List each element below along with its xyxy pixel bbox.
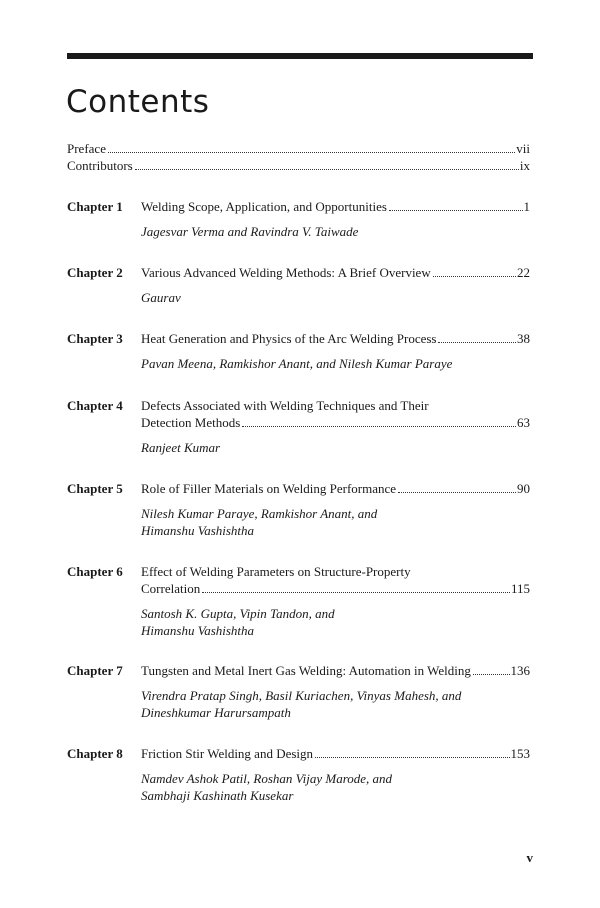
toc-page-number: 38 [517,331,530,346]
toc-chapter-1[interactable] [67,198,530,240]
chapter-authors: Jagesvar Verma and Ravindra V. Taiwade [141,224,359,239]
chapter-label: Chapter 2 [67,265,123,280]
dot-leader [438,342,516,343]
chapter-label: Chapter 7 [67,663,123,678]
chapter-title-line: Detection Methods [141,415,241,430]
toc-page-number: vii [516,141,530,156]
dot-leader [108,152,515,153]
dot-leader [135,169,519,170]
chapter-title: Tungsten and Metal Inert Gas Welding: Automation in Welding [141,663,471,678]
toc-chapter-6[interactable] [67,563,530,639]
chapter-title-line: Defects Associated with Welding Techniques and Their [141,398,429,413]
dot-leader [242,426,516,427]
toc-chapter-8[interactable] [67,745,530,804]
toc-page-number: 22 [517,265,530,280]
chapter-title: Friction Stir Welding and Design [141,746,314,761]
chapter-authors: Virendra Pratap Singh, Basil Kuriachen, Vinyas Mahesh, and Dineshkumar Harursampath [141,688,462,720]
page-folio: v [526,850,533,865]
chapter-authors: Namdev Ashok Patil, Roshan Vijay Marode, and Sambhaji Kashinath Kusekar [141,771,393,803]
chapter-title: Various Advanced Welding Methods: A Brief Overview [141,265,431,280]
chapter-label: Chapter 8 [67,746,123,761]
toc-page-number: ix [519,158,530,173]
chapter-title-line: Effect of Welding Parameters on Structure-Property [141,564,411,579]
toc-page-number: 115 [510,581,530,596]
chapter-label: Chapter 5 [67,481,123,496]
dot-leader [473,674,510,675]
toc-page-number: 90 [517,481,530,496]
top-rule [67,53,533,59]
toc-chapter-2[interactable] [67,264,530,306]
chapter-title-line: Correlation [141,581,201,596]
dot-leader [389,210,523,211]
chapter-label: Chapter 1 [67,199,123,214]
chapter-label: Chapter 3 [67,331,123,346]
toc-page-number: 136 [510,663,530,678]
chapter-authors: Pavan Meena, Ramkishor Anant, and Nilesh Kumar Paraye [141,356,453,371]
toc-front-matter-contributors[interactable] [67,158,530,174]
toc-page-number: 153 [510,746,530,761]
chapter-authors: Santosh K. Gupta, Vipin Tandon, and Himanshu Vashishtha [141,606,335,638]
toc-entry-label: Preface [67,141,106,156]
toc-chapter-3[interactable] [67,330,530,372]
chapter-label: Chapter 4 [67,398,123,413]
toc-page-number: 63 [517,415,530,430]
dot-leader [315,757,509,758]
chapter-title: Role of Filler Materials on Welding Performance [141,481,397,496]
toc-entry-label: Contributors [67,158,133,173]
page-title: Contents [66,84,210,120]
chapter-authors: Nilesh Kumar Paraye, Ramkishor Anant, and Himanshu Vashishtha [141,506,378,538]
toc-chapter-5[interactable] [67,480,530,539]
toc-chapter-7[interactable] [67,662,530,721]
toc-page-number: 1 [523,199,530,214]
toc-front-matter-preface[interactable] [67,141,530,157]
chapter-authors: Ranjeet Kumar [141,440,221,455]
chapter-title: Heat Generation and Physics of the Arc Welding Process [141,331,437,346]
toc-chapter-4[interactable] [67,397,530,456]
dot-leader [433,276,516,277]
chapter-authors: Gaurav [141,290,181,305]
chapter-title: Welding Scope, Application, and Opportunities [141,199,387,214]
chapter-label: Chapter 6 [67,564,123,579]
dot-leader [202,592,510,593]
dot-leader [398,492,516,493]
